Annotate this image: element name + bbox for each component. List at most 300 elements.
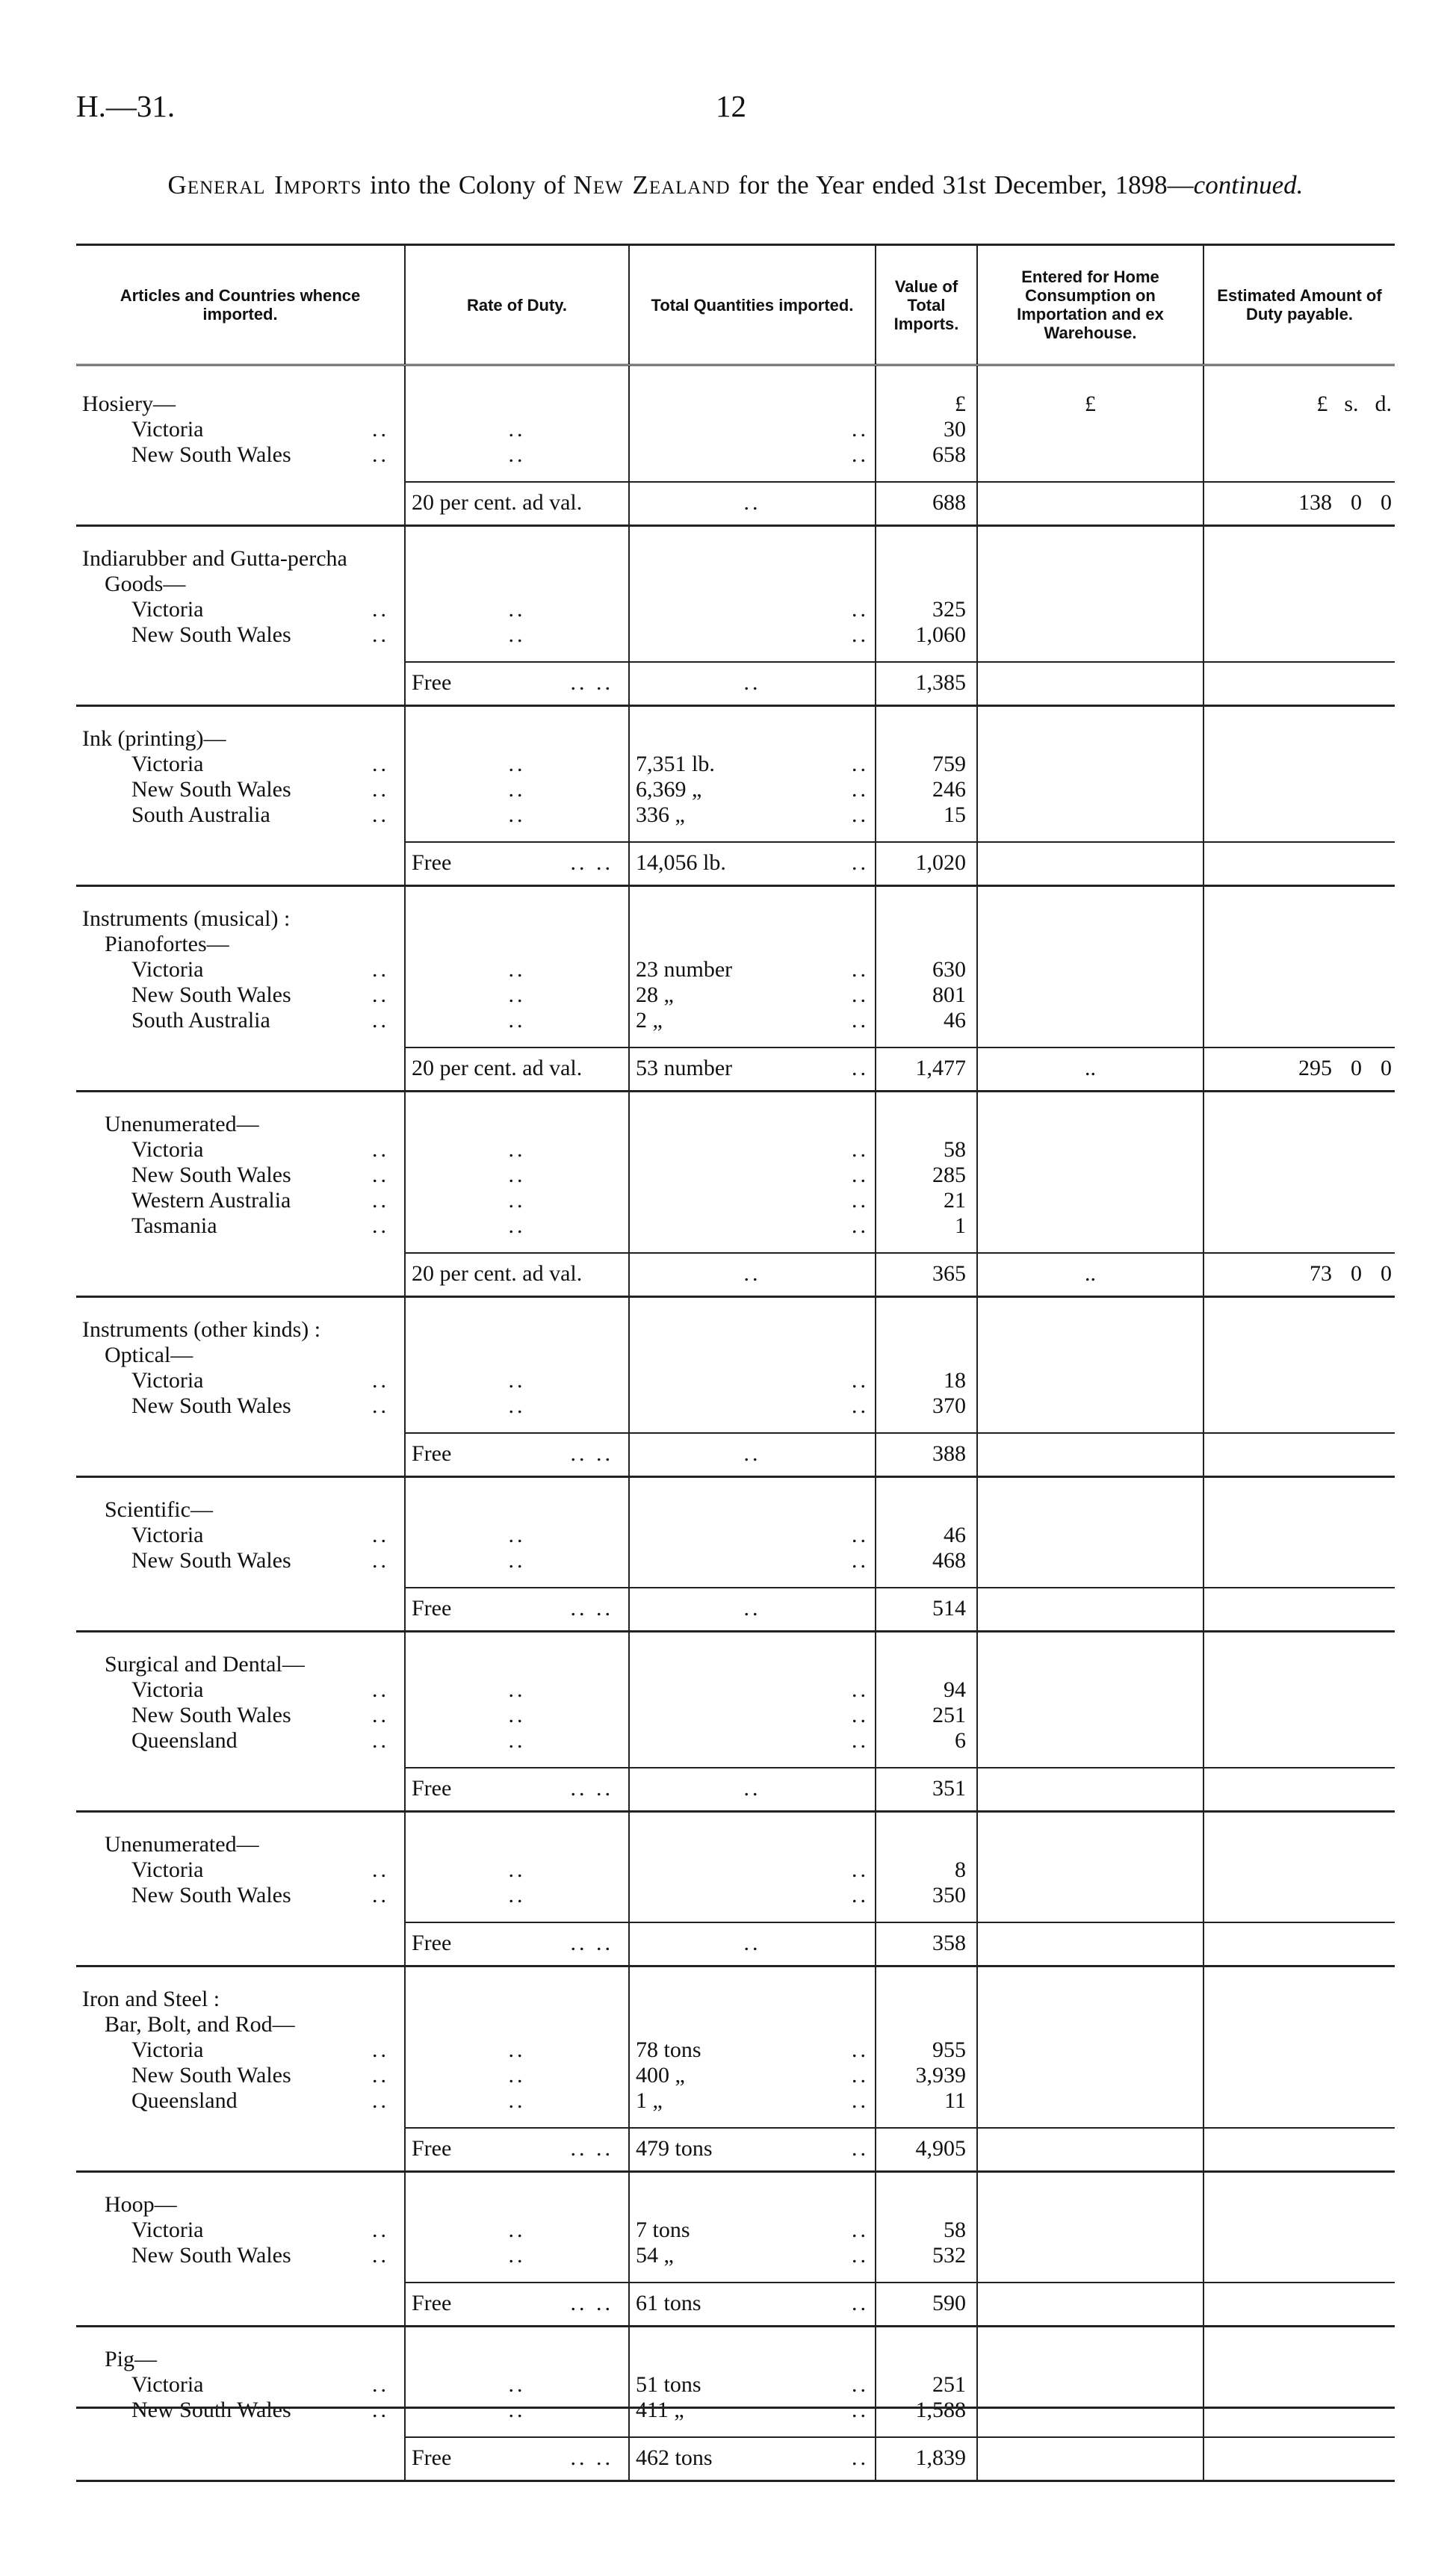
country-name: Queensland [131, 2088, 238, 2113]
country-line [82, 1188, 398, 1213]
quantity-total [636, 1261, 869, 1287]
leader-dots: .. [852, 597, 869, 622]
country-name: New South Wales [131, 2243, 291, 2268]
country-name: Victoria [131, 2372, 204, 2397]
value-total: 1,385 [915, 670, 966, 695]
blank-line [412, 392, 622, 417]
import-value: 11 [944, 2088, 966, 2113]
quantity-value: 28 „ [636, 982, 674, 1007]
blank-line [1210, 1728, 1392, 1754]
country-line [82, 957, 398, 982]
quantity-cell [629, 2327, 876, 2438]
rate-dots [412, 752, 622, 777]
leader-dots: .. [852, 1188, 869, 1213]
leader-dots: .. [372, 442, 389, 467]
entered-cell [977, 1092, 1203, 1254]
articles-cell [76, 1092, 405, 1254]
leader-dots: .. [852, 1008, 869, 1033]
total-row [76, 2128, 1395, 2172]
rate-cell [405, 1768, 629, 1812]
rate-line [412, 2291, 622, 2316]
country-line [82, 2063, 398, 2088]
quantity-total [636, 1776, 869, 1801]
quantity-cell [629, 1922, 876, 1966]
estimated-cell [1203, 1812, 1395, 1923]
estimated-cell [1203, 1253, 1395, 1297]
total-row [76, 1588, 1395, 1632]
country-line [82, 2243, 398, 2268]
duty-line [1210, 1261, 1392, 1287]
shilling-unit: s. [1344, 392, 1359, 416]
group-title: Ink (printing)— [82, 726, 226, 751]
value-total: 514 [932, 1596, 966, 1621]
group-title: Indiarubber and Gutta-percha Goods— [82, 546, 347, 596]
value-cell [876, 1433, 977, 1477]
blank-line [636, 392, 869, 417]
country-name: Victoria [131, 597, 204, 622]
leader-dots: .. [508, 1213, 526, 1238]
total-row [76, 1253, 1395, 1297]
estimated-cell [1203, 1922, 1395, 1966]
value-cell [876, 1477, 977, 1588]
rate-cell [405, 1812, 629, 1923]
blank-line [1210, 546, 1392, 572]
blank-line [636, 1832, 869, 1857]
estimated-cell [1203, 2283, 1395, 2327]
blank-line [412, 2347, 622, 2372]
quantity-total [636, 2291, 869, 2316]
quantity-line [636, 777, 869, 802]
rate-cell [405, 2283, 629, 2327]
articles-cell [76, 1297, 405, 1434]
blank-line [984, 1703, 1197, 1728]
quantity-total [636, 1441, 869, 1467]
value-cell [876, 2172, 977, 2283]
leader-dots: .. [372, 957, 389, 982]
blank-line [1210, 2012, 1392, 2037]
country-line [82, 1548, 398, 1573]
rate-cell [405, 842, 629, 886]
leader-dots: .. [372, 622, 389, 647]
total-row [76, 842, 1395, 886]
total-row [76, 2283, 1395, 2327]
group-subtitle: Pianofortes— [105, 932, 229, 956]
country-line [82, 2372, 398, 2398]
leader-dots: .. [852, 1728, 869, 1753]
rate-line [412, 1441, 622, 1467]
blank-line [882, 1343, 966, 1368]
leader-dots: .. [852, 2136, 869, 2161]
group-row [76, 1966, 1395, 2129]
country-name: Victoria [131, 1368, 204, 1393]
leader-dots: .. [372, 417, 389, 442]
leader-dots: .. [372, 1008, 389, 1033]
leader-dots: .. [372, 2372, 389, 2397]
estimated-cell [1203, 1966, 1395, 2129]
quantity-value: 336 „ [636, 802, 685, 827]
import-value: 325 [932, 597, 966, 622]
quantity-value: 7 tons [636, 2218, 690, 2242]
value-total: 1,477 [915, 1056, 966, 1080]
leader-dots: .. [508, 802, 526, 827]
leader-dots: .. [852, 622, 869, 647]
country-name: Victoria [131, 752, 204, 776]
leader-dots: .. [852, 2445, 869, 2470]
rate-of-duty: Free [412, 850, 452, 875]
leader-dots: .. .. [570, 850, 613, 875]
blank-line [1210, 906, 1392, 932]
blank-line [984, 2012, 1197, 2037]
rate-line [412, 490, 622, 516]
leader-dots: .. [372, 982, 389, 1007]
duty-amount [1310, 1261, 1392, 1287]
leader-dots: .. [852, 417, 869, 442]
blank-line [984, 1677, 1197, 1703]
blank-line [636, 2347, 869, 2372]
entered-cell [977, 1632, 1203, 1768]
leader-dots: .. [372, 2398, 389, 2422]
blank-line [1210, 932, 1392, 957]
blank-line [1210, 777, 1392, 802]
leader-dots: .. [508, 2398, 526, 2422]
rate-of-duty: Free [412, 1776, 452, 1801]
entered-cell [977, 2327, 1203, 2438]
duty-amount [1298, 1056, 1392, 1081]
leader-dots: .. [852, 2088, 869, 2113]
estimated-cell [1203, 2327, 1395, 2438]
page-number: 12 [716, 89, 746, 123]
leader-dots: .. [372, 1163, 389, 1187]
col-header-value: Value of Total Imports. [876, 245, 977, 365]
quantity-line [636, 2218, 869, 2243]
leader-dots: .. [508, 1703, 526, 1727]
entered-cell [977, 2128, 1203, 2172]
blank-line [412, 1343, 622, 1368]
blank-line [984, 1137, 1197, 1163]
blank-line [984, 1728, 1197, 1754]
value-cell [876, 1092, 977, 1254]
entered-cell [977, 1477, 1203, 1588]
quantity-total-value: 61 tons [636, 2291, 701, 2315]
quantity-line [636, 2243, 869, 2268]
quantity-total [636, 670, 869, 696]
country-line [82, 417, 398, 442]
quantity-cell [629, 886, 876, 1048]
leader-dots: .. [852, 1368, 869, 1393]
estimated-cell [1203, 2437, 1395, 2481]
estimated-cell [1203, 1632, 1395, 1768]
quantity-line [636, 752, 869, 777]
leader-dots: .. .. [570, 1776, 613, 1801]
value-cell [876, 1768, 977, 1812]
articles-cell [76, 2327, 405, 2438]
country-name: Tasmania [131, 1213, 217, 1238]
entered-cell [977, 1253, 1203, 1297]
import-value: 658 [932, 442, 966, 467]
blank-line [636, 726, 869, 752]
leader-dots: .. [508, 1163, 526, 1187]
blank-line [984, 1497, 1197, 1523]
title-part-3: New Zealand [573, 170, 731, 199]
articles-cell [76, 1047, 405, 1092]
import-value: 30 [944, 417, 966, 442]
leader-dots: .. [852, 1163, 869, 1187]
blank-line [1210, 1137, 1392, 1163]
articles-cell [76, 365, 405, 483]
country-name: South Australia [131, 1008, 270, 1033]
blank-line [1210, 982, 1392, 1008]
entered-cell [977, 2437, 1203, 2481]
quantity-value: 51 tons [636, 2372, 701, 2397]
entered-cell [977, 1588, 1203, 1632]
quantity-cell [629, 1047, 876, 1092]
blank-line [1210, 2192, 1392, 2218]
blank-line [882, 2012, 966, 2037]
articles-cell [76, 2172, 405, 2283]
leader-dots: .. [852, 2291, 869, 2315]
leader-dots: .. [508, 1677, 526, 1702]
rate-dots [412, 1213, 622, 1239]
quantity-cell [629, 1433, 876, 1477]
quantity-cell [629, 1588, 876, 1632]
blank-line [412, 1987, 622, 2012]
rate-line [412, 1931, 622, 1956]
blank-line [984, 752, 1197, 777]
total-row [76, 482, 1395, 526]
header-row [76, 245, 1395, 365]
blank-line [882, 1652, 966, 1677]
import-value: 285 [932, 1163, 966, 1187]
articles-cell [76, 1812, 405, 1923]
country-name: Victoria [131, 1857, 204, 1882]
value-total: 688 [932, 490, 966, 515]
quantity-value: 7,351 lb. [636, 752, 715, 776]
estimated-cell [1203, 662, 1395, 706]
blank-line [1210, 1163, 1392, 1188]
rate-of-duty: Free [412, 2136, 452, 2161]
leader-dots: .. [743, 1596, 761, 1621]
imports-table [76, 244, 1395, 2482]
blank-line [984, 442, 1197, 468]
country-name: Victoria [131, 957, 204, 982]
country-line [82, 1677, 398, 1703]
blank-line [984, 726, 1197, 752]
quantity-cell [629, 2283, 876, 2327]
leader-dots: .. [508, 1728, 526, 1753]
value-cell [876, 526, 977, 663]
blank-line [1210, 1832, 1392, 1857]
blank-line [636, 1652, 869, 1677]
blank-line [984, 1343, 1197, 1368]
leader-dots: .. [743, 670, 761, 695]
entered-cell [977, 365, 1203, 483]
blank-line [882, 1987, 966, 2012]
quantity-line [636, 2088, 869, 2114]
quantity-total [636, 2136, 869, 2161]
rate-of-duty: 20 per cent. ad val. [412, 1056, 583, 1080]
quantity-value: 1 „ [636, 2088, 663, 2113]
articles-cell [76, 2128, 405, 2172]
quantity-cell [629, 1253, 876, 1297]
duty-units [1210, 392, 1392, 417]
articles-cell [76, 2283, 405, 2327]
country-line [82, 1368, 398, 1393]
rate-dots [412, 982, 622, 1008]
leader-dots: .. [508, 2088, 526, 2113]
table-title [76, 169, 1395, 202]
total-row [76, 1768, 1395, 1812]
country-name: Victoria [131, 417, 204, 442]
leader-dots: .. [743, 1931, 761, 1955]
estimated-cell [1203, 482, 1395, 526]
quantity-cell [629, 1966, 876, 2129]
leader-dots: .. [372, 1883, 389, 1907]
rate-dots [412, 1008, 622, 1033]
leader-dots: .. [852, 1393, 869, 1418]
value-cell [876, 886, 977, 1048]
rate-dots [412, 1393, 622, 1419]
rate-line [412, 1596, 622, 1621]
rate-dots [412, 802, 622, 828]
entered-cell [977, 1047, 1203, 1092]
group-row [76, 2172, 1395, 2283]
value-cell [876, 1632, 977, 1768]
rate-line [412, 670, 622, 696]
value-total: 365 [932, 1261, 966, 1286]
rate-dots [412, 442, 622, 468]
value-cell [876, 1812, 977, 1923]
rate-dots [412, 777, 622, 802]
blank-line [1210, 2037, 1392, 2063]
blank-line [984, 1652, 1197, 1677]
country-line [82, 2037, 398, 2063]
leader-dots: .. [508, 957, 526, 982]
rate-dots [412, 1137, 622, 1163]
blank-line [412, 572, 622, 597]
blank-line [1210, 1857, 1392, 1883]
import-value: 58 [944, 2218, 966, 2242]
leader-dots: .. [508, 1883, 526, 1907]
leader-dots: .. [852, 1213, 869, 1238]
total-row [76, 2437, 1395, 2481]
blank-line [984, 1188, 1197, 1213]
leader-dots: .. [852, 1883, 869, 1907]
rate-of-duty: 20 per cent. ad val. [412, 1261, 583, 1286]
blank-line [1210, 1008, 1392, 1033]
group-row [76, 1477, 1395, 1588]
blank-line [412, 932, 622, 957]
estimated-cell [1203, 1092, 1395, 1254]
leader-dots: .. [852, 1056, 869, 1080]
quantity-cell [629, 842, 876, 886]
estimated-cell [1203, 706, 1395, 843]
duty-amount [1298, 490, 1392, 516]
quantity-cell [629, 2128, 876, 2172]
import-value: 46 [944, 1523, 966, 1547]
blank-line [1210, 2398, 1392, 2423]
quantity-line [636, 1523, 869, 1548]
country-name: Victoria [131, 1137, 204, 1162]
leader-dots: .. .. [570, 2445, 613, 2470]
estimated-cell [1203, 1768, 1395, 1812]
blank-line [1210, 2218, 1392, 2243]
rate-dots [412, 1883, 622, 1908]
quantity-line [636, 1213, 869, 1239]
group-title: Hosiery— [82, 392, 176, 416]
country-line [82, 982, 398, 1008]
blank-line [1210, 1548, 1392, 1573]
country-line [82, 1008, 398, 1033]
leader-dots: .. [372, 802, 389, 827]
leader-dots: .. [852, 2218, 869, 2242]
blank-line [636, 1112, 869, 1137]
value-cell [876, 365, 977, 483]
quantity-total-value: 479 tons [636, 2136, 713, 2161]
rate-cell [405, 662, 629, 706]
leader-dots: .. [852, 1703, 869, 1727]
leader-dots: .. [852, 1137, 869, 1162]
col-header-quantities: Total Quantities imported. [629, 245, 876, 365]
leader-dots: .. [852, 1857, 869, 1882]
value-cell [876, 662, 977, 706]
articles-cell [76, 1477, 405, 1588]
blank-line [1210, 1497, 1392, 1523]
leader-dots: .. [852, 957, 869, 982]
quantity-line [636, 1188, 869, 1213]
blank-line [1210, 622, 1392, 648]
rate-cell [405, 2128, 629, 2172]
blank-line [1210, 1393, 1392, 1419]
group-title: Instruments (musical) : [82, 906, 291, 931]
blank-line [636, 572, 869, 597]
leader-dots: .. .. [570, 670, 613, 695]
country-name: New South Wales [131, 2398, 291, 2422]
quantity-line [636, 2063, 869, 2088]
document-id: H.—31. [76, 89, 176, 123]
country-name: South Australia [131, 802, 270, 827]
quantity-total [636, 850, 869, 876]
blank-line [636, 2012, 869, 2037]
value-total: 358 [932, 1931, 966, 1955]
import-value: 18 [944, 1368, 966, 1393]
blank-line [636, 1497, 869, 1523]
blank-line [1210, 1677, 1392, 1703]
quantity-line [636, 597, 869, 622]
entered-cell [977, 1922, 1203, 1966]
blank-line [1210, 1883, 1392, 1908]
value-total: 351 [932, 1776, 966, 1801]
value-cell [876, 2128, 977, 2172]
bottom-rule [76, 2407, 1395, 2409]
import-value: 251 [932, 2372, 966, 2397]
quantity-value: 2 „ [636, 1008, 663, 1033]
blank-line [1210, 1213, 1392, 1239]
rate-dots [412, 1677, 622, 1703]
leader-dots: .. [508, 1188, 526, 1213]
leader-dots: .. [372, 2218, 389, 2242]
group-subtitle: Surgical and Dental— [105, 1652, 305, 1677]
leader-dots: .. [508, 1523, 526, 1547]
group-row [76, 365, 1395, 483]
rate-cell [405, 1922, 629, 1966]
import-value: 759 [932, 752, 966, 776]
rate-dots [412, 1703, 622, 1728]
blank-line [1210, 2243, 1392, 2268]
leader-dots: .. [508, 1137, 526, 1162]
import-value: 1,060 [915, 622, 966, 647]
rate-dots [412, 2372, 622, 2398]
value-cell [876, 1047, 977, 1092]
